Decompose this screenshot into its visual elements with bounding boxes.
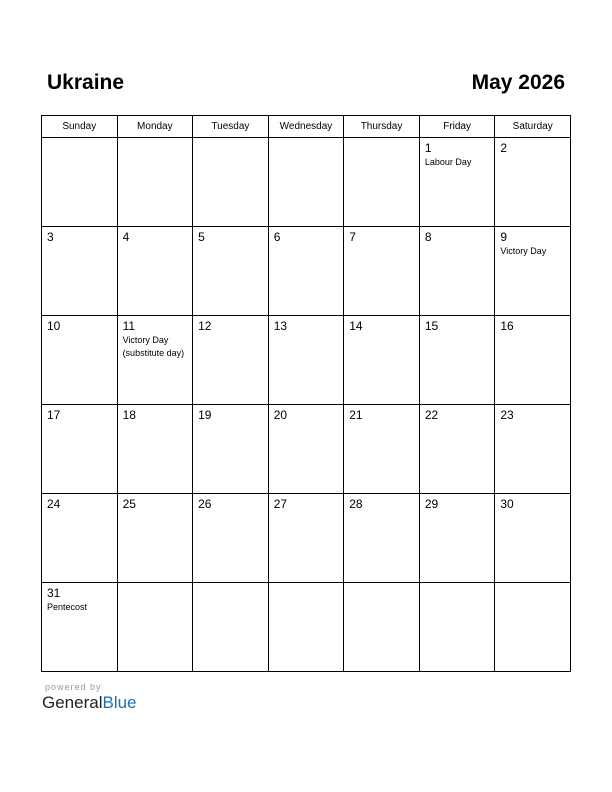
- holiday-label: Victory Day (substitute day): [122, 335, 185, 358]
- holiday-label: [118, 587, 193, 589]
- day-cell: [495, 316, 571, 405]
- day-cell: [117, 138, 193, 227]
- holiday-label: [420, 587, 495, 589]
- day-cell: [344, 138, 420, 227]
- day-cell: [193, 138, 269, 227]
- day-number: 15: [424, 319, 439, 333]
- holiday-label: Labour Day: [424, 157, 472, 167]
- powered-by-label: powered by: [45, 682, 102, 692]
- day-number: 26: [198, 497, 212, 511]
- weekday-wednesday: Wednesday: [268, 116, 344, 138]
- week-row: [42, 138, 571, 227]
- day-cell: [495, 405, 571, 494]
- day-cell: [419, 138, 495, 227]
- holiday-label: [344, 587, 419, 589]
- week-row: [42, 494, 571, 583]
- weekday-saturday: Saturday: [495, 116, 571, 138]
- day-cell: [344, 494, 420, 583]
- day-number: 28: [349, 497, 363, 511]
- day-cell: [42, 583, 118, 672]
- day-number: 18: [122, 408, 136, 422]
- day-number: 16: [500, 319, 514, 333]
- holiday-label: [269, 587, 344, 589]
- day-cell: [344, 227, 420, 316]
- holiday-label: [193, 587, 268, 589]
- holiday-label: Pentecost: [47, 602, 88, 612]
- day-cell: [268, 405, 344, 494]
- weekday-header-row: [42, 116, 571, 138]
- day-cell: [495, 494, 571, 583]
- day-number: 14: [349, 319, 363, 333]
- day-number: 13: [273, 319, 288, 333]
- day-number: 1: [424, 141, 432, 155]
- day-number: 29: [424, 497, 439, 511]
- day-cell: [268, 227, 344, 316]
- day-number: 30: [500, 497, 514, 511]
- day-number: 5: [198, 230, 205, 244]
- day-cell: [268, 494, 344, 583]
- generalblue-logo: [42, 693, 137, 713]
- day-number: 12: [198, 319, 212, 333]
- day-cell: [193, 583, 269, 672]
- day-cell: [495, 138, 571, 227]
- day-cell: [42, 138, 118, 227]
- day-number: 27: [273, 497, 288, 511]
- holiday-label: [495, 587, 570, 589]
- week-row: [42, 227, 571, 316]
- day-number: 19: [198, 408, 212, 422]
- day-cell: [419, 227, 495, 316]
- logo-general-text: General: [42, 693, 103, 712]
- day-cell: [117, 405, 193, 494]
- day-number: 6: [273, 230, 281, 244]
- day-cell: [268, 316, 344, 405]
- day-cell: [344, 405, 420, 494]
- day-cell: [419, 405, 495, 494]
- day-cell: [344, 316, 420, 405]
- day-number: 2: [500, 141, 508, 155]
- week-row: [42, 405, 571, 494]
- day-number: 4: [122, 230, 130, 244]
- weekday-sunday: Sunday: [42, 116, 118, 138]
- day-number: 7: [349, 230, 356, 244]
- logo-blue-text: Blue: [102, 693, 137, 712]
- day-cell: [495, 583, 571, 672]
- country-title: Ukraine: [47, 71, 125, 94]
- day-number: 22: [424, 408, 439, 422]
- week-row: [42, 316, 571, 405]
- day-cell: [42, 227, 118, 316]
- day-number: 20: [273, 408, 288, 422]
- day-number: 17: [47, 408, 61, 422]
- day-cell: [344, 583, 420, 672]
- day-cell: [268, 583, 344, 672]
- weekday-tuesday: Tuesday: [193, 116, 269, 138]
- calendar-grid: [41, 115, 571, 672]
- weekday-monday: Monday: [117, 116, 193, 138]
- weekday-friday: Friday: [419, 116, 495, 138]
- day-number: 23: [500, 408, 514, 422]
- day-cell: [193, 494, 269, 583]
- holiday-label: [344, 142, 419, 144]
- day-cell: [419, 316, 495, 405]
- day-number: 25: [122, 497, 136, 511]
- weekday-thursday: Thursday: [344, 116, 420, 138]
- day-number: 3: [47, 230, 54, 244]
- day-cell: [42, 316, 118, 405]
- day-number: 31: [47, 586, 61, 600]
- day-number: 8: [424, 230, 432, 244]
- day-cell: [193, 227, 269, 316]
- day-cell: [42, 405, 118, 494]
- day-cell: [193, 316, 269, 405]
- day-cell: [117, 316, 193, 405]
- holiday-label: [269, 142, 344, 144]
- holiday-label: [42, 142, 117, 144]
- day-cell: [117, 583, 193, 672]
- day-number: 9: [500, 230, 508, 244]
- day-cell: [117, 227, 193, 316]
- day-cell: [419, 494, 495, 583]
- day-number: 10: [47, 319, 61, 333]
- week-row: [42, 583, 571, 672]
- holiday-label: Victory Day: [500, 246, 547, 256]
- brand-footer: [42, 682, 137, 713]
- month-title: May 2026: [471, 71, 565, 94]
- day-cell: [268, 138, 344, 227]
- holiday-label: [193, 142, 268, 144]
- day-cell: [42, 494, 118, 583]
- day-cell: [117, 494, 193, 583]
- holiday-label: [118, 142, 193, 144]
- day-number: 24: [47, 497, 61, 511]
- day-number: 21: [349, 408, 363, 422]
- day-cell: [419, 583, 495, 672]
- day-cell: [495, 227, 571, 316]
- day-number: 11: [122, 319, 136, 333]
- day-cell: [193, 405, 269, 494]
